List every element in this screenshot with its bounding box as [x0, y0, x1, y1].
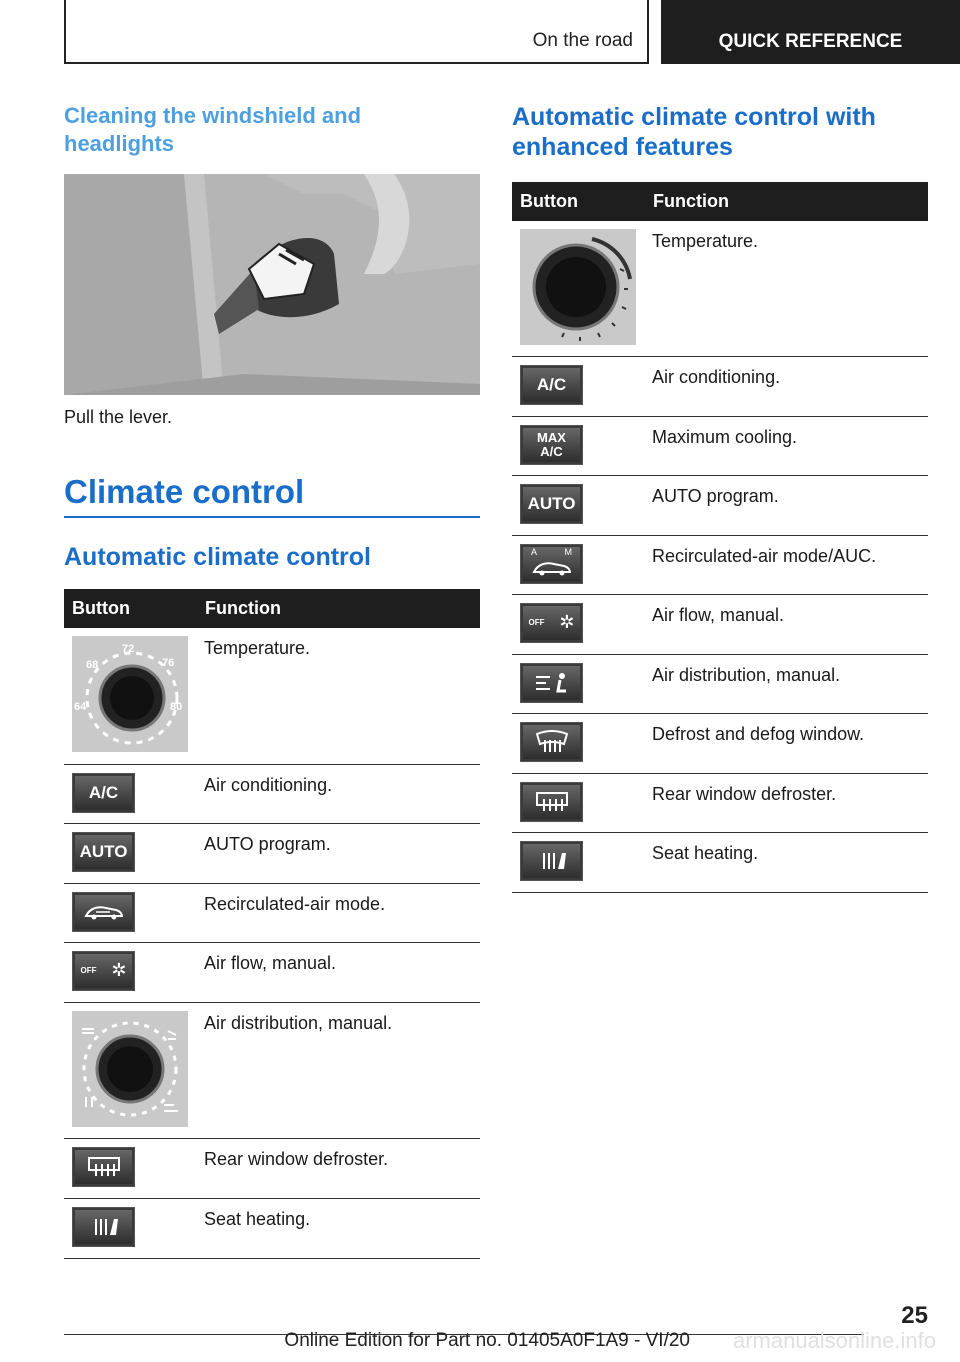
seat-heating-icon — [72, 1207, 135, 1247]
table-row — [64, 883, 480, 942]
title-rule — [64, 516, 480, 518]
max-ac-button-icon — [520, 425, 583, 465]
table-row — [64, 764, 480, 823]
knob-temp-68: 68 — [86, 659, 99, 671]
row-text: Recirculated-air mode. — [196, 883, 480, 942]
table-row — [512, 356, 928, 416]
enhanced-climate-table — [512, 182, 928, 893]
auto-climate-table — [64, 589, 480, 1259]
left-column — [64, 102, 480, 1259]
table-row — [512, 221, 928, 356]
ac-button-icon: A/C — [72, 773, 135, 813]
enhanced-climate-heading: Automatic climate control with enhanced features — [512, 103, 876, 161]
ac-label: A/C — [540, 443, 563, 459]
windshield-defrost-icon — [520, 722, 583, 762]
section-label: On the road — [532, 30, 633, 51]
knob-temp-80: 80 — [170, 701, 183, 713]
footer-edition: Online Edition for Part no. 01405A0F1A9 - VI/20 — [284, 1330, 690, 1351]
fan-icon: ✲ — [559, 612, 575, 632]
watermark: armanualsonline.info — [732, 1328, 936, 1353]
row-text: Air flow, manual. — [644, 594, 928, 654]
right-column — [512, 102, 928, 893]
row-text: AUTO program. — [644, 475, 928, 535]
lever-caption: Pull the lever. — [64, 407, 173, 427]
table-row — [512, 832, 928, 892]
max-label: MAX — [537, 429, 566, 445]
table-row — [64, 823, 480, 883]
table-row — [512, 475, 928, 535]
row-text: Air distribution, manual. — [196, 1002, 480, 1138]
row-text: Air distribution, manual. — [644, 654, 928, 713]
air-distribution-knob-icon — [72, 1011, 188, 1127]
row-text: Temperature. — [196, 628, 480, 764]
button-column-header: Button — [512, 182, 644, 221]
quick-reference-tag: QUICK REFERENCE — [661, 0, 960, 64]
climate-control-title: Climate control — [64, 473, 305, 510]
row-text: AUTO program. — [196, 823, 480, 883]
knob-temp-64: 64 — [74, 701, 87, 713]
lever-illustration-icon — [64, 174, 480, 395]
knob-temp-72: 72 — [122, 643, 135, 655]
page-header — [64, 0, 960, 64]
air-distribution-icon — [520, 663, 583, 703]
row-text: Defrost and defog window. — [644, 713, 928, 773]
recirculated-air-auc-icon — [520, 544, 583, 584]
button-column-header: Button — [64, 589, 196, 628]
row-text: Maximum cooling. — [644, 416, 928, 475]
rear-defroster-icon — [520, 782, 583, 822]
row-text: Recirculated-air mode/AUC. — [644, 535, 928, 594]
table-row — [64, 1198, 480, 1258]
rear-defroster-icon — [72, 1147, 135, 1187]
air-flow-off-label: OFF — [528, 618, 545, 627]
row-text: Air conditioning. — [196, 764, 480, 823]
fan-icon: ✲ — [111, 960, 127, 980]
table-row — [64, 628, 480, 764]
row-text: Temperature. — [644, 221, 928, 356]
table-row — [512, 594, 928, 654]
table-row — [64, 942, 480, 1002]
row-text: Air flow, manual. — [196, 942, 480, 1002]
table-row — [64, 1002, 480, 1138]
row-text: Rear window defroster. — [644, 773, 928, 832]
lever-photo — [64, 174, 480, 395]
seat-heating-icon — [520, 841, 583, 881]
temperature-knob-icon — [520, 229, 636, 345]
recirculated-air-icon — [72, 892, 135, 932]
row-text: Air conditioning. — [644, 356, 928, 416]
row-text: Rear window defroster. — [196, 1138, 480, 1198]
table-row — [512, 654, 928, 713]
air-flow-off-label: OFF — [80, 966, 97, 975]
function-column-header: Function — [196, 589, 480, 628]
auc-a-label: A — [531, 546, 538, 557]
table-row — [512, 773, 928, 832]
knob-temp-76: 76 — [162, 657, 175, 669]
air-flow-icon — [72, 951, 135, 991]
page-number: 25 — [901, 1302, 928, 1329]
auto-climate-heading: Automatic climate control — [64, 543, 371, 571]
table-row — [64, 1138, 480, 1198]
row-text: Seat heating. — [644, 832, 928, 892]
table-row — [512, 416, 928, 475]
temperature-knob-icon — [72, 636, 188, 752]
auc-m-label: M — [564, 546, 572, 557]
auto-button-icon: AUTO — [72, 832, 135, 872]
table-row — [512, 713, 928, 773]
windshield-heading: Cleaning the windshield and headlights — [64, 103, 362, 156]
section-box — [64, 0, 649, 64]
air-flow-icon — [520, 603, 583, 643]
ac-button-icon: A/C — [520, 365, 583, 405]
table-row — [512, 535, 928, 594]
auto-button-icon: AUTO — [520, 484, 583, 524]
row-text: Seat heating. — [196, 1198, 480, 1258]
function-column-header: Function — [644, 182, 928, 221]
